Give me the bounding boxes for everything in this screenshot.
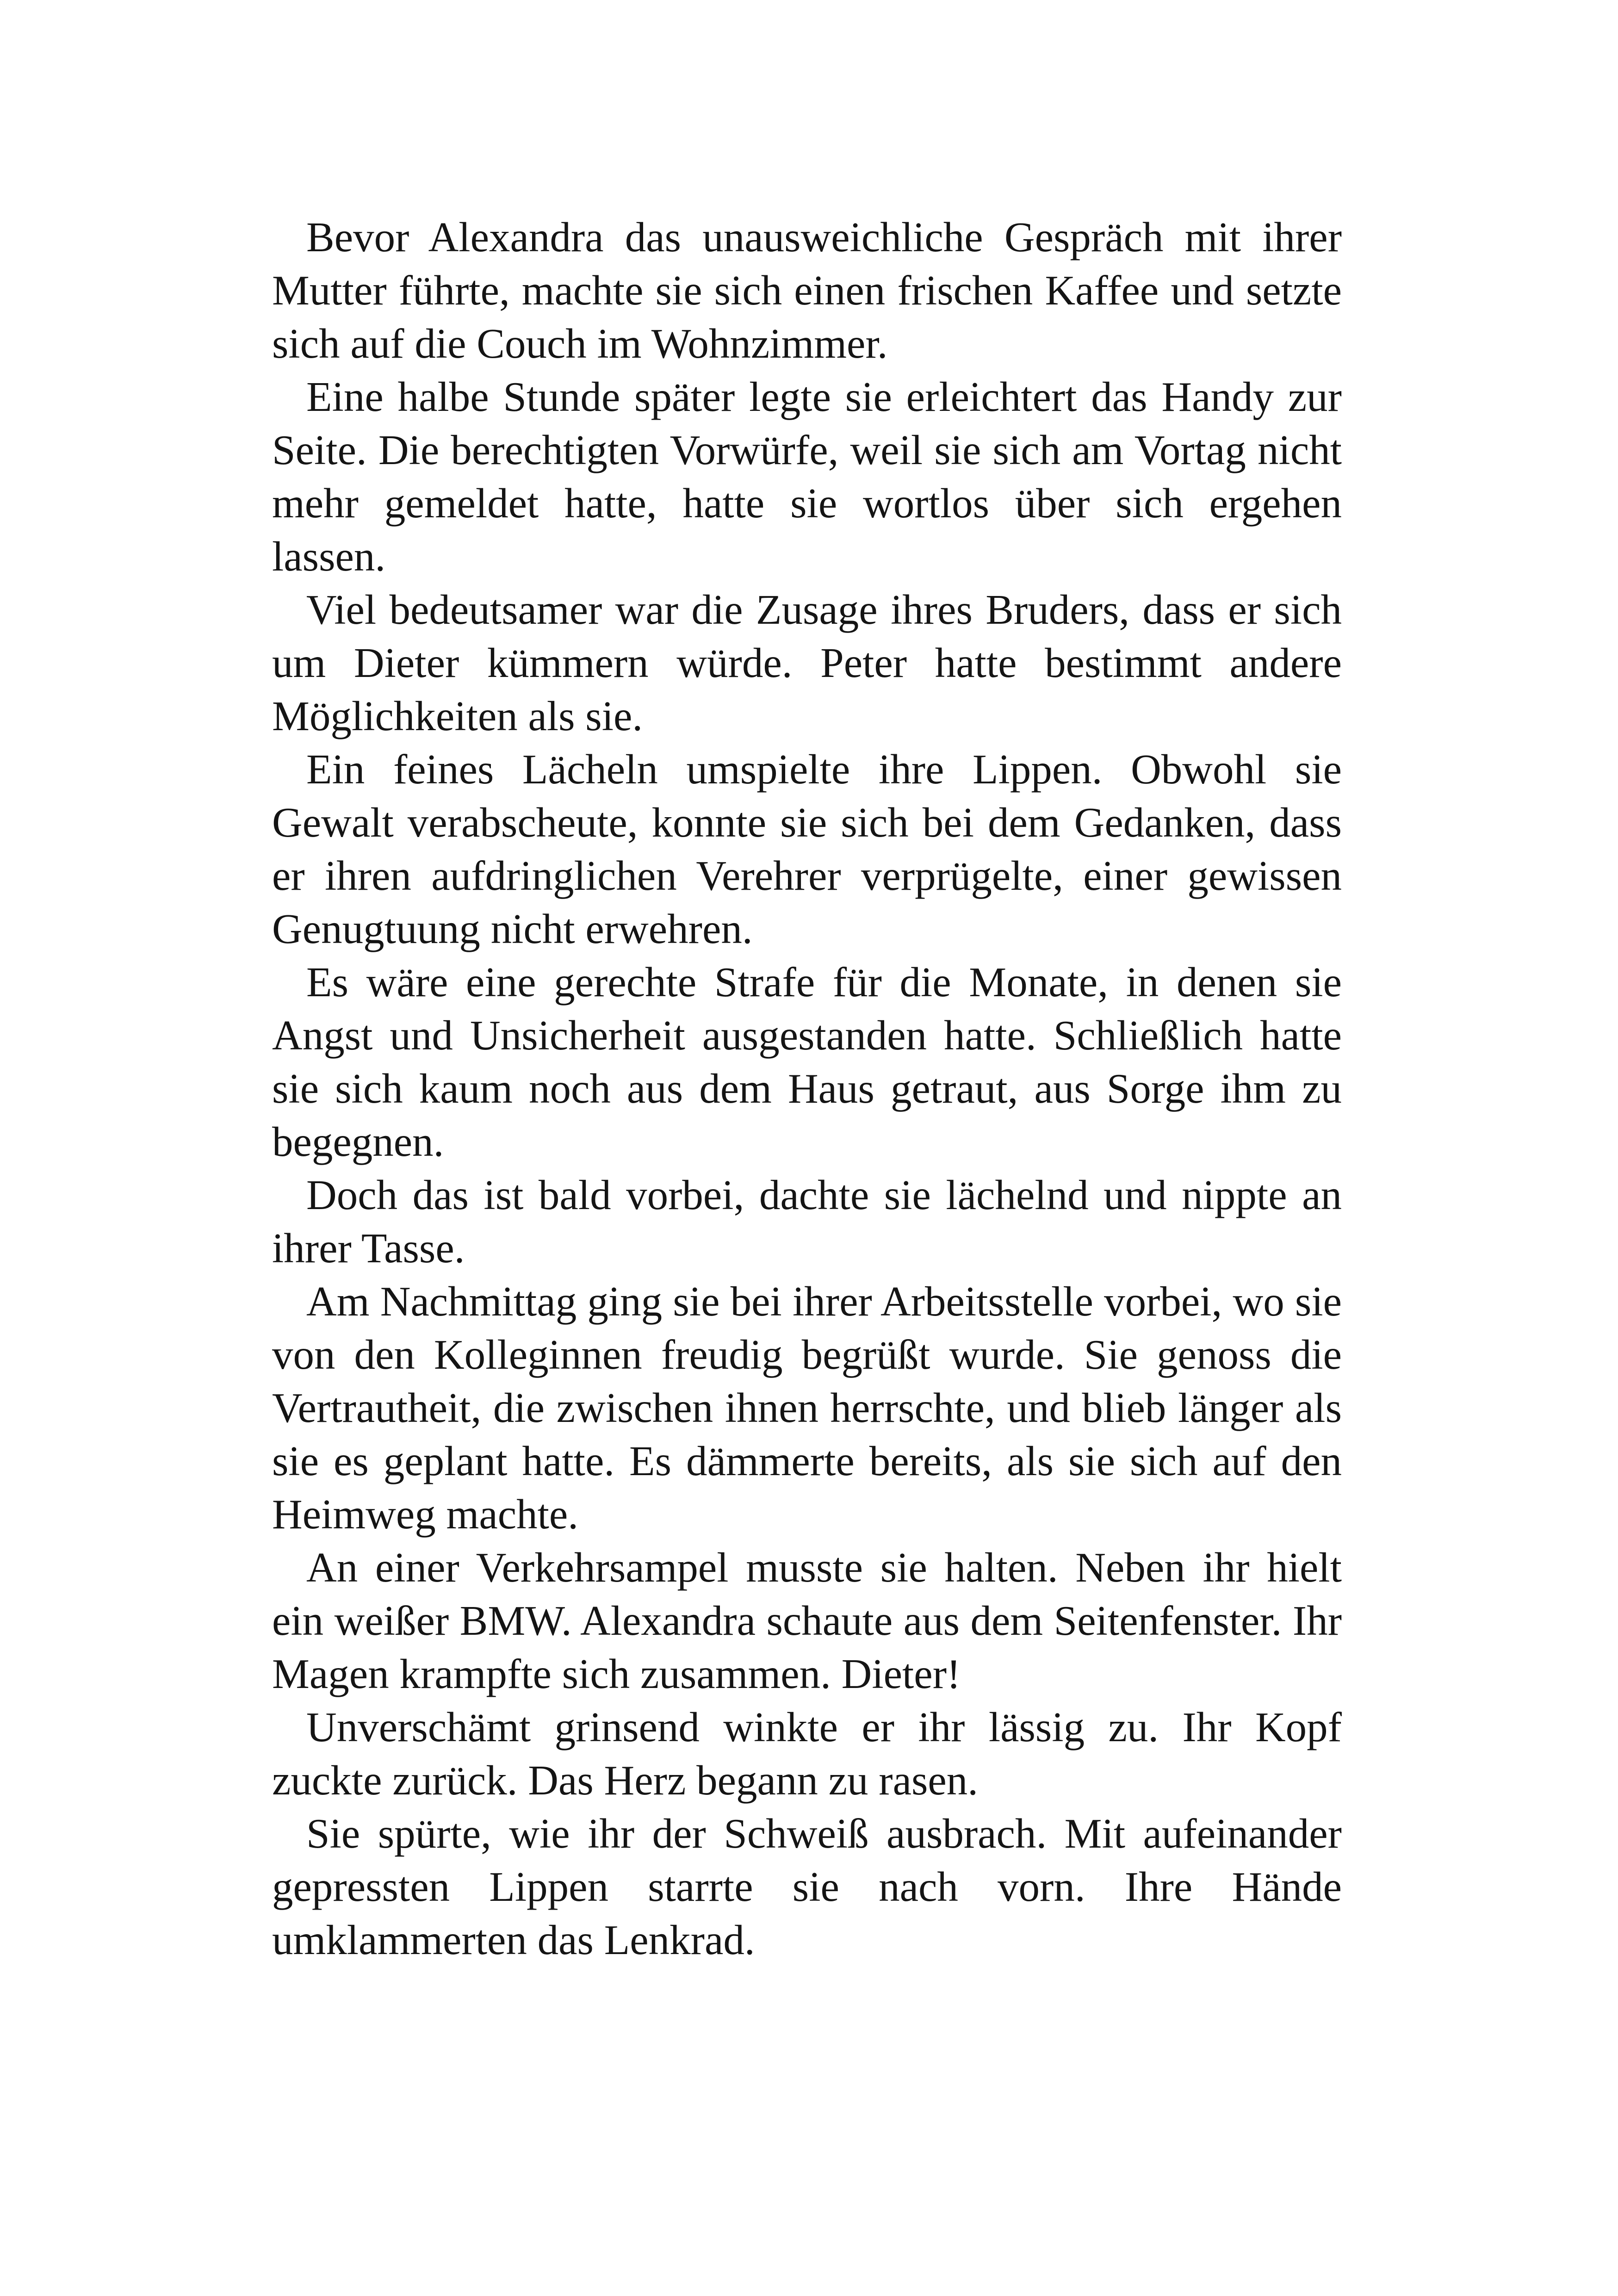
paragraph-2: Eine halbe Stunde später legte sie erleichtert das Handy zur Seite. Die berechtigten Vorwürfe, weil sie sich am Vortag nicht mehr gemeldet hatte, hatte sie wortlos über sich ergehen lassen. (272, 373, 1342, 580)
body-text (272, 211, 1342, 1967)
paragraph-7: Am Nachmittag ging sie bei ihrer Arbeitsstelle vorbei, wo sie von den Kolleginnen freudig begrüßt wurde. Sie genoss die Vertrautheit, die zwischen ihnen herrschte, und blieb länger als sie es geplant hatte. Es dämmerte bereits, als sie sich auf den Heimweg machte. (272, 1278, 1342, 1538)
paragraph-8: An einer Verkehrsampel musste sie halten. Neben ihr hielt ein weißer BMW. Alexandra schaute aus dem Seitenfenster. Ihr Magen krampfte sich zusammen. Dieter! (272, 1544, 1342, 1697)
paragraph-6: Doch das ist bald vorbei, dachte sie lächelnd und nippte an ihrer Tasse. (272, 1172, 1342, 1272)
paragraph-9: Unverschämt grinsend winkte er ihr lässig zu. Ihr Kopf zuckte zurück. Das Herz begann zu rasen. (272, 1704, 1342, 1804)
paragraph-3: Viel bedeutsamer war die Zusage ihres Bruders, dass er sich um Dieter kümmern würde. Peter hatte bestimmt andere Möglichkeiten als sie. (272, 586, 1342, 739)
paragraph-10: Sie spürte, wie ihr der Schweiß ausbrach. Mit aufeinander gepressten Lippen starrte sie nach vorn. Ihre Hände umklammerten das Lenkrad. (272, 1810, 1342, 1963)
paragraph-5: Es wäre eine gerechte Strafe für die Monate, in denen sie Angst und Unsicherheit ausgestanden hatte. Schließlich hatte sie sich kaum noch aus dem Haus getraut, aus Sorge ihm zu begegnen. (272, 959, 1342, 1165)
paragraph-1: Bevor Alexandra das unausweichliche Gespräch mit ihrer Mutter führte, machte sie sich einen frischen Kaffee und setzte sich auf die Couch im Wohnzimmer. (272, 214, 1342, 367)
paragraph-4: Ein feines Lächeln umspielte ihre Lippen. Obwohl sie Gewalt verabscheute, konnte sie sich bei dem Gedanken, dass er ihren aufdringlichen Verehrer verprügelte, einer gewissen Genugtuung nicht erwehren. (272, 746, 1342, 952)
